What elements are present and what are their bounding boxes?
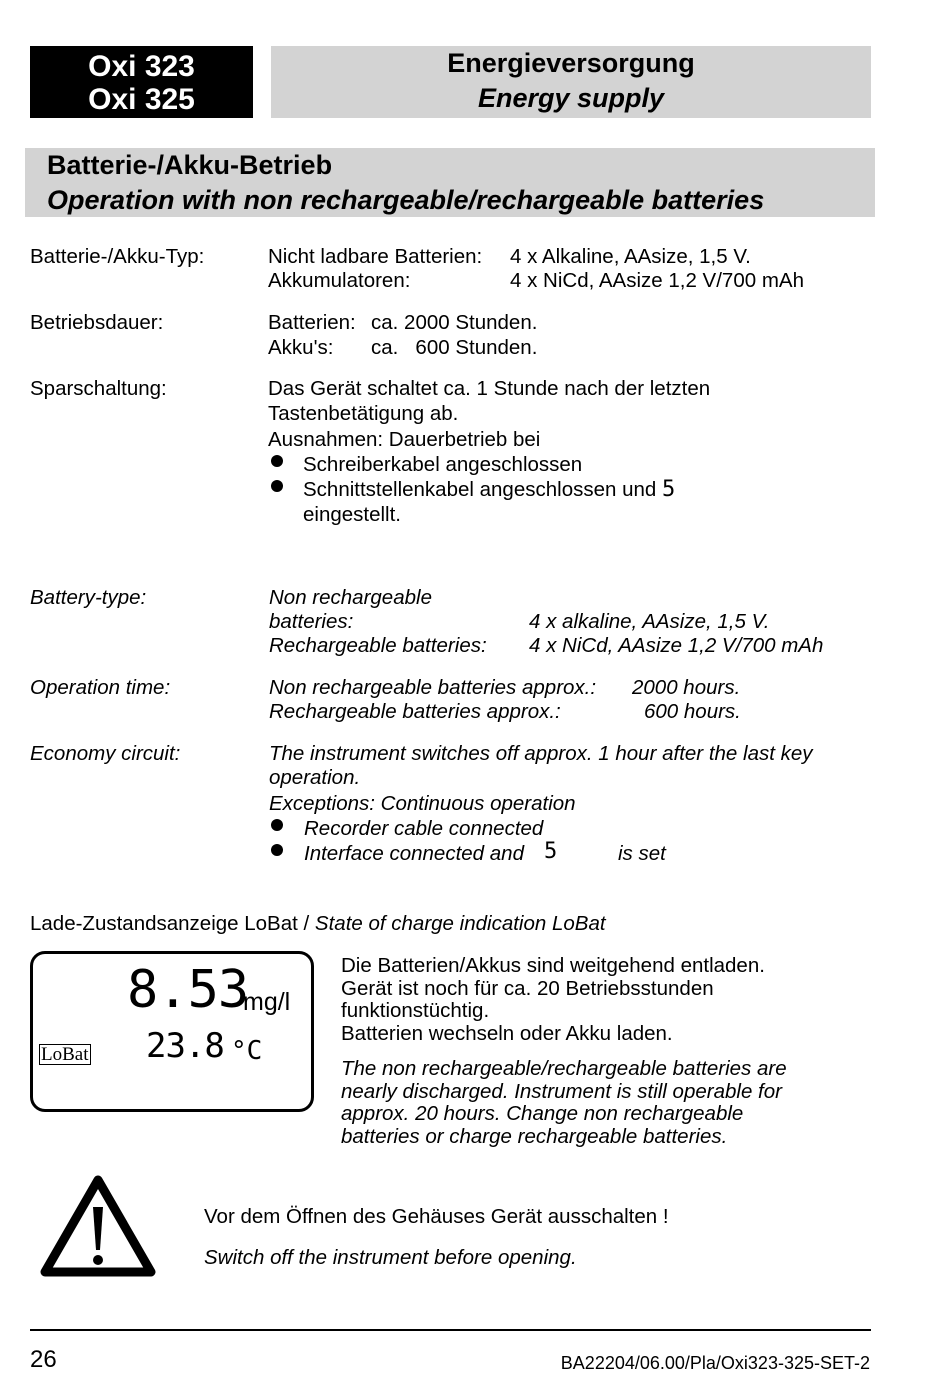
lobat-de-line: Die Batterien/Akkus sind weitgehend entladen. <box>341 954 765 977</box>
bullet-icon <box>271 819 283 831</box>
en-battery-row1-key-b: batteries: <box>269 610 354 633</box>
section-title-de: Batterie-/Akku-Betrieb <box>47 150 333 180</box>
en-economy-bullet2: Interface connected and <box>304 842 524 865</box>
de-operation-row2-value: ca. 600 Stunden. <box>371 336 538 359</box>
bullet-icon <box>271 844 283 856</box>
chapter-title-en: Energy supply <box>477 83 665 113</box>
warning-triangle-icon <box>37 1172 159 1278</box>
en-operation-row2-value: 600 hours. <box>644 700 741 723</box>
lobat-en-line: nearly discharged. Instrument is still operable for <box>341 1079 782 1103</box>
de-operation-row1-value: ca. 2000 Stunden. <box>371 311 538 334</box>
en-battery-row1-value: 4 x alkaline, AAsize, 1,5 V. <box>529 610 770 633</box>
en-operation-row1-value: 2000 hours. <box>632 676 741 699</box>
lcd-temp-value: 23.8 <box>146 1026 224 1066</box>
lcd-main-value: 8.53 <box>127 960 249 1020</box>
lcd-symbol-5: 5 <box>662 477 676 502</box>
en-operation-time-label: Operation time: <box>30 676 171 699</box>
en-economy-bullet2-cont: is set <box>618 842 666 865</box>
lobat-de-text <box>341 955 765 1045</box>
section-header <box>25 148 875 217</box>
de-operation-row1-key: Batterien: <box>268 311 356 334</box>
chapter-header <box>271 46 871 118</box>
en-economy-line3: Exceptions: Continuous operation <box>269 792 576 815</box>
lcd-display <box>30 951 314 1112</box>
lobat-title-de: Lade-Zustandsanzeige LoBat / <box>30 912 315 935</box>
chapter-title-de: Energieversorgung <box>447 48 695 78</box>
lobat-en-line: The non rechargeable/rechargeable batteries are <box>341 1057 787 1080</box>
model-title-box <box>30 46 253 118</box>
de-economy-line1: Das Gerät schaltet ca. 1 Stunde nach der letzten <box>268 377 711 400</box>
warning-text-en: Switch off the instrument before opening. <box>204 1246 577 1269</box>
lobat-de-line: funktionstüchtig. <box>341 999 490 1022</box>
document-code: BA22204/06.00/Pla/Oxi323-325-SET-2 <box>560 1353 870 1373</box>
en-economy-line1: The instrument switches off approx. 1 hour after the last key <box>269 742 813 765</box>
section-title-en: Operation with non rechargeable/rechargeable batteries <box>47 185 765 215</box>
lobat-title-en: State of charge indication LoBat <box>314 912 606 935</box>
lobat-de-line: Gerät ist noch für ca. 20 Betriebsstunden <box>341 976 714 1000</box>
en-battery-row1-key-a: Non rechargeable <box>269 586 432 609</box>
de-economy-line3: Ausnahmen: Dauerbetrieb bei <box>268 428 541 451</box>
de-economy-bullet2-cont: eingestellt. <box>303 503 402 526</box>
lobat-en-line: batteries or charge rechargeable batteries. <box>341 1124 728 1148</box>
de-economy-bullet2-text: Schnittstellenkabel angeschlossen und <box>303 478 657 501</box>
lobat-section-title <box>30 912 606 937</box>
de-battery-row1-value: 4 x Alkaline, AAsize, 1,5 V. <box>510 245 751 268</box>
de-battery-row1-key: Nicht ladbare Batterien: <box>268 245 483 268</box>
lobat-en-line: approx. 20 hours. Change non rechargeable <box>341 1102 744 1125</box>
de-economy-line2: Tastenbetätigung ab. <box>268 402 459 425</box>
de-battery-row2-value: 4 x NiCd, AAsize 1,2 V/700 mAh <box>510 269 804 292</box>
page-number: 26 <box>30 1346 57 1373</box>
de-operation-row2-key: Akku's: <box>268 336 334 359</box>
de-economy-bullet2 <box>303 478 675 503</box>
de-battery-row2-key: Akkumulatoren: <box>268 269 411 292</box>
lobat-indicator: LoBat <box>41 1044 89 1065</box>
en-economy-bullet1: Recorder cable connected <box>304 817 544 840</box>
en-battery-type-label: Battery-type: <box>30 586 147 609</box>
bullet-icon <box>271 480 283 492</box>
lobat-en-text <box>341 1058 787 1148</box>
de-economy-bullet1: Schreiberkabel angeschlossen <box>303 453 583 476</box>
de-operation-time-label: Betriebsdauer: <box>30 311 164 334</box>
model-line-1: Oxi 323 <box>88 50 195 83</box>
lcd-symbol-5: 5 <box>544 839 558 864</box>
de-battery-type-label: Batterie-/Akku-Typ: <box>30 245 205 268</box>
en-operation-row1-key: Non rechargeable batteries approx.: <box>269 676 597 699</box>
footer-divider <box>30 1329 871 1331</box>
bullet-icon <box>271 455 283 467</box>
lcd-main-unit: mg/l <box>243 988 291 1016</box>
lobat-de-line: Batterien wechseln oder Akku laden. <box>341 1021 673 1045</box>
en-operation-row2-key: Rechargeable batteries approx.: <box>269 700 561 723</box>
en-economy-label: Economy circuit: <box>30 742 181 765</box>
en-battery-row2-value: 4 x NiCd, AAsize 1,2 V/700 mAh <box>529 634 824 657</box>
de-economy-label: Sparschaltung: <box>30 377 167 400</box>
en-battery-row2-key: Rechargeable batteries: <box>269 634 487 657</box>
en-economy-line2: operation. <box>269 766 361 789</box>
lcd-temp-unit: °C <box>231 1036 263 1066</box>
warning-text-de: Vor dem Öffnen des Gehäuses Gerät ausschalten ! <box>204 1205 669 1228</box>
model-line-2: Oxi 325 <box>88 83 195 116</box>
